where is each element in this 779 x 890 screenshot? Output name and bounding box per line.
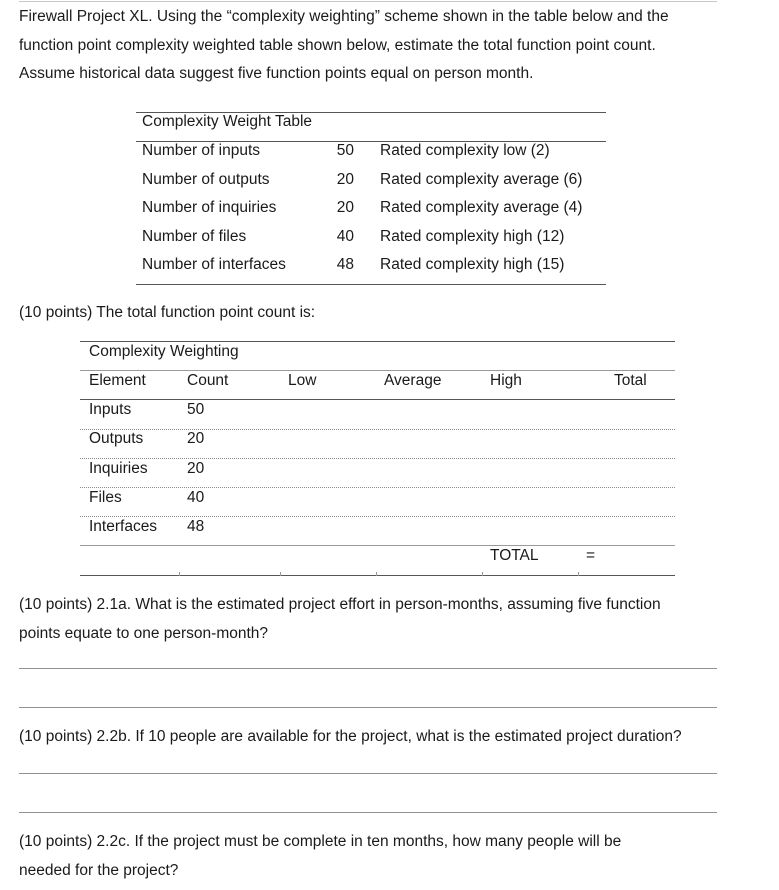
row-divider xyxy=(80,458,675,459)
weight-row-rating: Rated complexity average (4) xyxy=(380,199,583,216)
header-total: Total xyxy=(614,372,647,389)
question-2-2b-line-1: (10 points) 2.2b. If 10 people are available for the project, what is the estimated project duration? xyxy=(19,728,682,745)
intro-line-1: Firewall Project XL. Using the “complexity weighting” scheme shown in the table below and the xyxy=(19,8,669,25)
row-element: Files xyxy=(89,489,122,506)
col-tick xyxy=(179,572,180,576)
weight-row-label: Number of inputs xyxy=(142,142,261,159)
row-count: 20 xyxy=(187,430,205,447)
weight-row-label: Number of inquiries xyxy=(142,199,277,216)
answer-line-2-2b-1[interactable] xyxy=(19,773,717,774)
weight-row-count: 40 xyxy=(336,227,354,245)
answer-line-2-1a-1[interactable] xyxy=(19,668,717,669)
weight-row-count: 20 xyxy=(336,199,354,216)
weight-row-count: 50 xyxy=(336,142,354,159)
weight-row-label: Number of interfaces xyxy=(142,256,286,273)
weight-row-label: Number of outputs xyxy=(142,170,270,188)
weight-row-rating: Rated complexity low (2) xyxy=(380,142,550,159)
weight-row-count: 20 xyxy=(336,170,354,188)
header-count: Count xyxy=(187,372,229,389)
header-element: Element xyxy=(89,372,146,389)
row-count: 40 xyxy=(187,489,205,506)
top-border xyxy=(19,1,717,2)
row-divider xyxy=(80,487,675,488)
weighting-table-title-rule xyxy=(80,370,675,371)
weight-row-rating: Rated complexity average (6) xyxy=(380,170,583,188)
question-2-2c-line-2: needed for the project? xyxy=(19,861,179,879)
answer-line-2-2b-2[interactable] xyxy=(19,812,717,813)
answer-line-2-1a-2[interactable] xyxy=(19,707,717,708)
weight-table-title: Complexity Weight Table xyxy=(142,113,313,130)
question-2-1a-line-2: points equate to one person-month? xyxy=(19,624,269,642)
row-element: Interfaces xyxy=(89,518,158,535)
row-element: Outputs xyxy=(89,430,144,447)
intro-line-2: function point complexity weighted table shown below, estimate the total function point count. xyxy=(19,36,656,54)
weight-row-count: 48 xyxy=(336,256,354,273)
weight-row-rating: Rated complexity high (12) xyxy=(380,227,565,245)
weight-table-bottom-rule xyxy=(136,284,606,285)
row-divider xyxy=(80,429,675,430)
row-element: Inquiries xyxy=(89,460,148,477)
weight-row-label: Number of files xyxy=(142,227,247,245)
row-count: 48 xyxy=(187,518,205,535)
row-element: Inputs xyxy=(89,401,132,418)
total-label: TOTAL xyxy=(490,547,539,564)
weight-row-rating: Rated complexity high (15) xyxy=(380,256,565,273)
question-2-1a-line-1: (10 points) 2.1a. What is the estimated project effort in person-months, assuming five function xyxy=(19,596,661,613)
header-average: Average xyxy=(384,372,442,389)
weighting-table-rows-bottom-rule xyxy=(80,545,675,546)
intro-line-3: Assume historical data suggest five function points equal on person month. xyxy=(19,65,534,82)
weighting-table-title: Complexity Weighting xyxy=(89,343,239,360)
weighting-table-top-rule xyxy=(80,341,675,342)
weighting-table-bottom-rule xyxy=(80,575,675,576)
col-tick xyxy=(482,572,483,576)
row-count: 50 xyxy=(187,401,205,418)
col-tick xyxy=(376,572,377,576)
question-1-text: (10 points) The total function point count is: xyxy=(19,304,316,321)
col-tick xyxy=(578,572,579,576)
weighting-table-header-rule xyxy=(80,399,675,400)
row-count: 20 xyxy=(187,460,205,477)
header-low: Low xyxy=(288,372,317,389)
col-tick xyxy=(280,572,281,576)
header-high: High xyxy=(490,372,522,389)
total-equals: = xyxy=(586,547,596,564)
question-2-2c-line-1: (10 points) 2.2c. If the project must be complete in ten months, how many people will be xyxy=(19,833,622,850)
row-divider xyxy=(80,516,675,517)
